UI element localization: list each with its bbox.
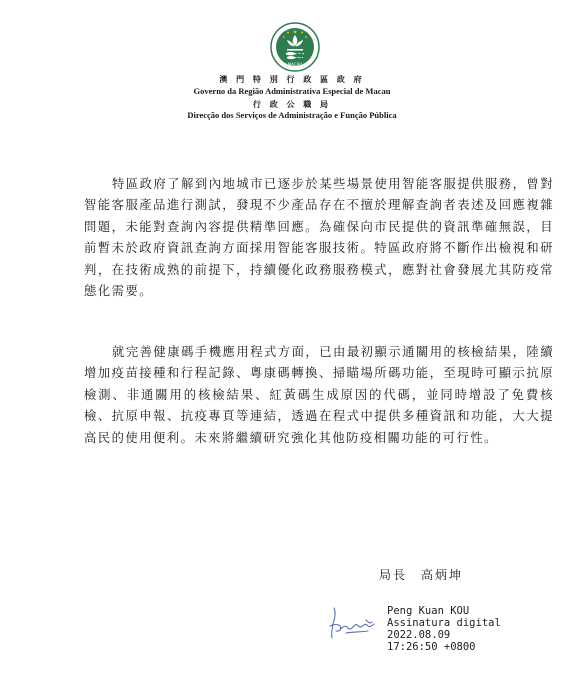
handwritten-signature-icon: [326, 602, 384, 642]
emblem-caption: MACAU: [287, 61, 303, 67]
bureau-name-zh: 行 政 公 職 局: [252, 99, 332, 109]
signatory-title: 局長 高炳坤: [379, 568, 464, 582]
macau-emblem-icon: [270, 22, 320, 72]
government-name-zh: 澳 門 特 別 行 政 區 政 府: [219, 74, 365, 84]
digital-signer-name: Peng Kuan KOU: [387, 605, 470, 617]
body-paragraph-2: 就完善健康碼手機應用程式方面，已由最初顯示通關用的核檢結果，陸續增加疫苗接種和行程記錄、粵康碼轉換、掃瞄場所碼功能，至現時可顯示抗原檢測、非通關用的核檢結果、紅黃碼生成原因的代碼，並同時增設了免費核檢、抗原申報、抗疫專頁等連結，透過在程式中提供多種資訊和功能，大大提高民的使用便利。未來將繼續研究強化其他防疫相關功能的可行性。: [84, 345, 554, 445]
digital-signature-time: 17:26:50 +0800: [387, 641, 476, 653]
digital-signature-date: 2022.08.09: [387, 629, 451, 641]
government-name-pt: Governo da Região Administrativa Especial de Macau: [193, 86, 391, 96]
digital-signature-label: Assinatura digital: [387, 617, 501, 629]
bureau-name-pt: Direcção dos Serviços de Administração e Função Pública: [187, 110, 397, 120]
body-paragraph-1: 特區政府了解到內地城市已逐步於某些場景使用智能客服提供服務，曾對智能客服產品進行測試，發現不少產品存在不擅於理解查詢者表述及回應複雜問題，未能對查詢內容提供精準回應。為確保向市民提供的資訊準確無誤，目前暫未於政府資訊查詢方面採用智能客服技術。特區政府將不斷作出檢視和研判，在技術成熟的前提下，持續優化政務服務模式，應對社會發展尤其防疫常態化需要。: [84, 177, 554, 299]
digital-signature-block: [387, 605, 501, 653]
